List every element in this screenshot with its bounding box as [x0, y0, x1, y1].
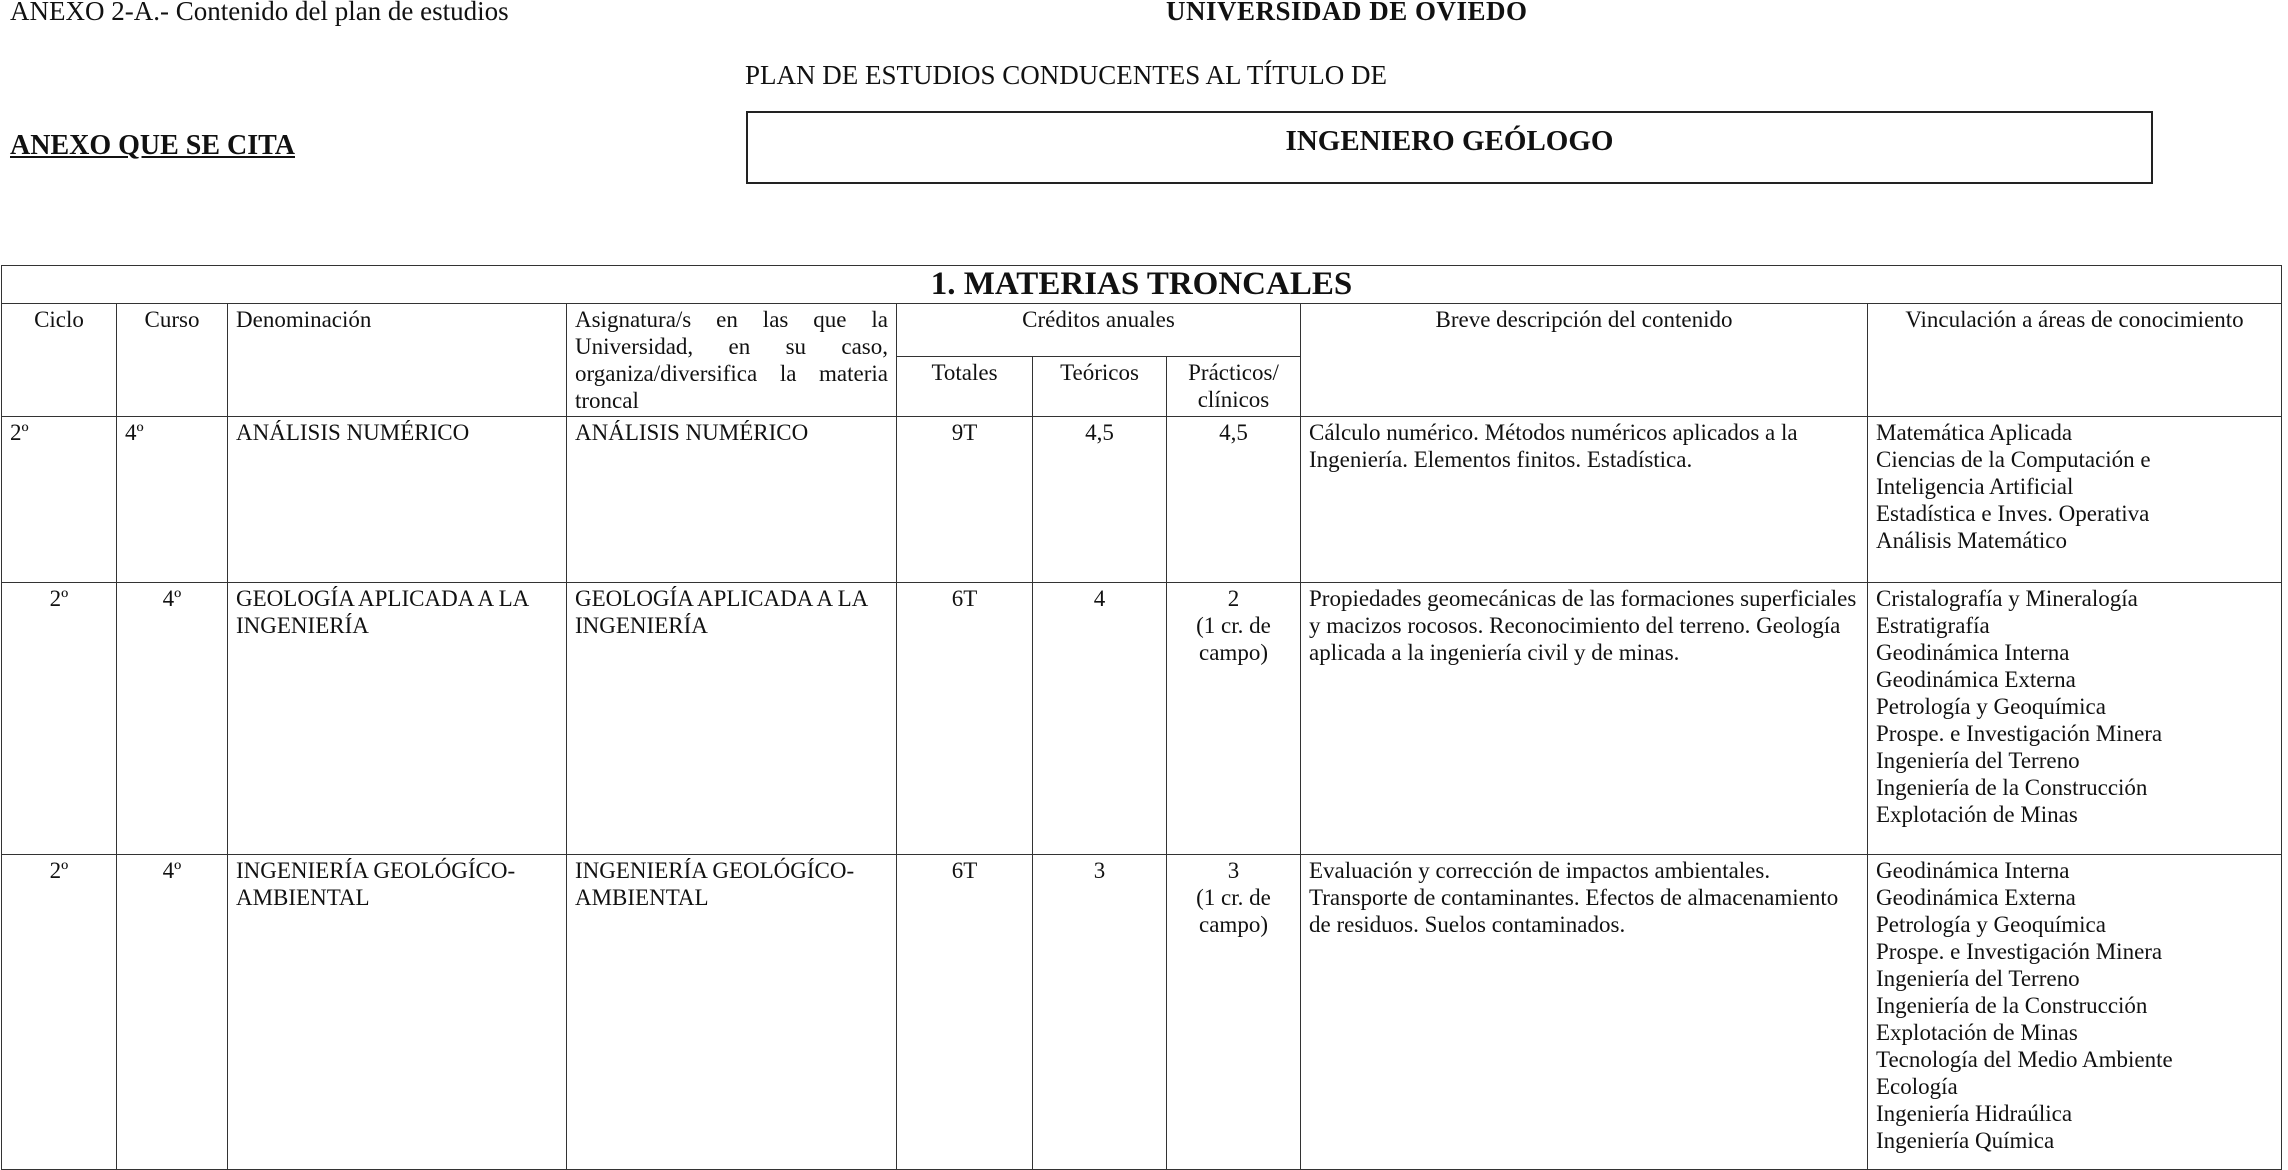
area-item: Ingeniería del Terreno — [1876, 748, 2080, 773]
cell-teoricos: 4 — [1033, 583, 1167, 855]
university-name: UNIVERSIDAD DE OVIEDO — [1166, 0, 1528, 26]
degree-title-box — [746, 111, 2153, 184]
degree-title: INGENIERO GEÓLOGO — [1285, 125, 1614, 157]
area-item: Ecología — [1876, 1074, 1958, 1099]
cell-curso: 4º — [117, 583, 228, 855]
cell-practicos: 4,5 — [1167, 417, 1301, 583]
area-item: Ingeniería de la Construcción — [1876, 775, 2148, 800]
cell-totales: 6T — [897, 583, 1033, 855]
area-item: Ingeniería Hidraúlica — [1876, 1101, 2073, 1126]
annex-label: ANEXO 2-A.- Contenido del plan de estudios — [10, 0, 509, 26]
cell-ciclo: 2º — [2, 855, 117, 1170]
area-item: Cristalografía y Mineralogía — [1876, 586, 2138, 611]
area-item: Análisis Matemático — [1876, 528, 2067, 553]
area-item: Explotación de Minas — [1876, 802, 2078, 827]
area-item: Ciencias de la Computación e — [1876, 447, 2151, 472]
cell-denominacion: GEOLOGÍA APLICADA A LA INGENIERÍA — [228, 583, 567, 855]
cell-practicos: 2 (1 cr. de campo) — [1167, 583, 1301, 855]
col-header-teoricos: Teóricos — [1033, 357, 1167, 417]
cell-denominacion: INGENIERÍA GEOLÓGÍCO-AMBIENTAL — [228, 855, 567, 1170]
area-item: Petrología y Geoquímica — [1876, 694, 2106, 719]
annex-cited-heading: ANEXO QUE SE CITA — [10, 130, 295, 161]
area-item: Inteligencia Artificial — [1876, 474, 2074, 499]
plan-title: PLAN DE ESTUDIOS CONDUCENTES AL TÍTULO DE — [745, 60, 1387, 90]
cell-curso: 4º — [117, 855, 228, 1170]
cell-asignatura: ANÁLISIS NUMÉRICO — [567, 417, 897, 583]
area-item: Ingeniería de la Construcción — [1876, 993, 2148, 1018]
col-header-curso: Curso — [117, 304, 228, 417]
cell-areas — [1868, 583, 2282, 855]
cell-teoricos: 3 — [1033, 855, 1167, 1170]
cell-practicos: 3 (1 cr. de campo) — [1167, 855, 1301, 1170]
area-item: Prospe. e Investigación Minera — [1876, 939, 2163, 964]
cell-curso: 4º — [117, 417, 228, 583]
area-item: Ingeniería del Terreno — [1876, 966, 2080, 991]
cell-ciclo: 2º — [2, 417, 117, 583]
col-header-descripcion: Breve descripción del contenido — [1301, 304, 1868, 417]
table-row — [2, 417, 2282, 583]
area-item: Tecnología del Medio Ambiente — [1876, 1047, 2173, 1072]
col-header-vinculacion: Vinculación a áreas de conocimiento — [1868, 304, 2282, 417]
area-item: Prospe. e Investigación Minera — [1876, 721, 2163, 746]
area-item: Matemática Aplicada — [1876, 420, 2073, 445]
section-title: 1. MATERIAS TRONCALES — [2, 266, 2282, 304]
col-header-totales: Totales — [897, 357, 1033, 417]
area-item: Geodinámica Externa — [1876, 885, 2076, 910]
cell-teoricos: 4,5 — [1033, 417, 1167, 583]
area-item: Estratigrafía — [1876, 613, 1990, 638]
cell-asignatura: GEOLOGÍA APLICADA A LA INGENIERÍA — [567, 583, 897, 855]
col-header-asignatura: Asignatura/s en las que la Universidad, en su caso, organiza/diversifica la materia troncal — [567, 304, 897, 417]
cell-descripcion: Propiedades geomecánicas de las formaciones superficiales y macizos rocosos. Reconocimiento del terreno. Geología aplicada a la ingeniería civil y de minas. — [1301, 583, 1868, 855]
cell-ciclo: 2º — [2, 583, 117, 855]
cell-denominacion: ANÁLISIS NUMÉRICO — [228, 417, 567, 583]
cell-areas — [1868, 855, 2282, 1170]
table-row — [2, 583, 2282, 855]
cell-descripcion: Cálculo numérico. Métodos numéricos aplicados a la Ingeniería. Elementos finitos. Estadística. — [1301, 417, 1868, 583]
cell-asignatura: INGENIERÍA GEOLÓGÍCO-AMBIENTAL — [567, 855, 897, 1170]
col-header-creditos: Créditos anuales — [897, 304, 1301, 357]
cell-descripcion: Evaluación y corrección de impactos ambientales. Transporte de contaminantes. Efectos de almacenamiento de residuos. Suelos contaminados. — [1301, 855, 1868, 1170]
area-item: Geodinámica Interna — [1876, 640, 2070, 665]
area-item: Geodinámica Externa — [1876, 667, 2076, 692]
area-item: Ingeniería Química — [1876, 1128, 2055, 1153]
table-row — [2, 855, 2282, 1170]
area-item: Estadística e Inves. Operativa — [1876, 501, 2150, 526]
area-item: Geodinámica Interna — [1876, 858, 2070, 883]
col-header-denominacion: Denominación — [228, 304, 567, 417]
curriculum-table — [1, 265, 2282, 1170]
cell-areas — [1868, 417, 2282, 583]
area-item: Explotación de Minas — [1876, 1020, 2078, 1045]
cell-totales: 6T — [897, 855, 1033, 1170]
cell-totales: 9T — [897, 417, 1033, 583]
area-item: Petrología y Geoquímica — [1876, 912, 2106, 937]
col-header-practicos: Prácticos/ clínicos — [1167, 357, 1301, 417]
col-header-ciclo: Ciclo — [2, 304, 117, 417]
